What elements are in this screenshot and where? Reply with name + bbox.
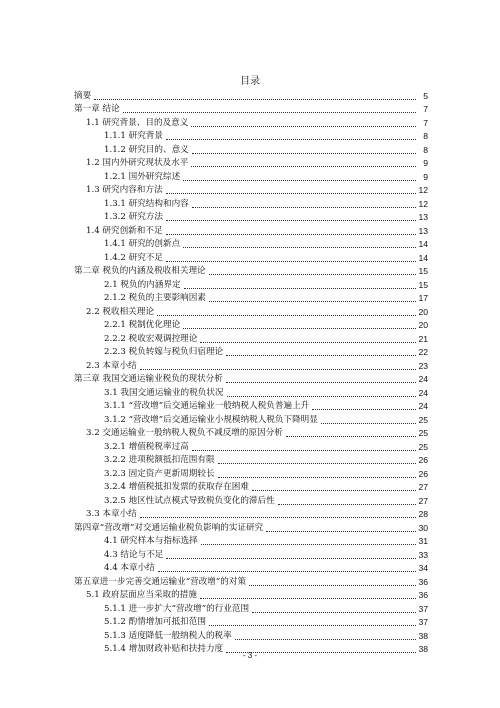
toc-entry-page: 17 — [418, 293, 428, 303]
toc-entry-label: 3.2.5 地区性试点模式导致税负变化的滞后性 — [104, 495, 275, 506]
toc-entry[interactable] — [74, 399, 428, 413]
toc-entry[interactable] — [74, 264, 428, 278]
dot-leader — [94, 99, 416, 100]
toc-entry[interactable] — [74, 466, 428, 480]
toc-entry-label: 1.1.1 研究背景 — [104, 131, 163, 141]
dot-leader — [218, 477, 416, 478]
toc-entry-page: 20 — [418, 320, 428, 330]
toc-entry[interactable] — [74, 223, 428, 237]
toc-entry[interactable] — [74, 561, 428, 575]
toc-entry-page: 13 — [418, 225, 428, 236]
toc-entry-label: 5.1.4 增加财政补贴和扶持力度 — [104, 644, 224, 654]
toc-entry-label: 4.4 本章小结 — [104, 563, 155, 573]
toc-entry[interactable] — [74, 520, 428, 534]
toc-entry-page: 34 — [418, 563, 428, 573]
toc-entry-label: 2.2.2 税收宏观调控理论 — [104, 333, 198, 344]
toc-entry[interactable] — [74, 372, 428, 386]
toc-entry-page: 25 — [418, 428, 428, 438]
toc-entry[interactable] — [74, 345, 428, 359]
toc-entry-label: 1.3.2 研究方法 — [104, 212, 163, 222]
dot-leader — [166, 234, 416, 235]
toc-entry[interactable] — [74, 277, 428, 291]
toc-entry-page: 8 — [423, 144, 428, 155]
toc-entry[interactable] — [74, 88, 428, 102]
toc-entry-label: 1.2.1 国外研究综述 — [104, 171, 181, 182]
dot-leader — [166, 139, 416, 140]
dot-leader — [183, 180, 416, 181]
toc-entry[interactable] — [74, 129, 428, 143]
dot-leader — [312, 409, 416, 410]
dot-leader — [166, 220, 416, 221]
toc-entry[interactable] — [74, 628, 428, 642]
dot-leader — [226, 382, 416, 383]
toc-entry-label: 2.2 税收相关理论 — [86, 306, 154, 317]
dot-leader — [218, 463, 416, 464]
dot-leader — [226, 355, 416, 356]
toc-entry-page: 14 — [418, 239, 428, 249]
dot-leader — [166, 558, 416, 559]
dot-leader — [191, 126, 416, 127]
toc-entry-page: 26 — [418, 468, 428, 479]
toc-entry-label: 3.2.2 进项税额抵扣范围有限 — [104, 455, 215, 465]
dot-leader — [200, 598, 416, 599]
toc-entry-label: 2.1.2 税负的主要影响因素 — [104, 293, 206, 303]
dot-leader — [278, 504, 416, 505]
toc-entry[interactable] — [74, 574, 428, 588]
toc-entry-label: 摘要 — [74, 90, 92, 101]
toc-entry-label: 第一章 结论 — [74, 104, 120, 114]
toc-entry-label: 3.1 我国交通运输业的税负状况 — [104, 387, 224, 398]
toc-entry-label: 3.2 交通运输业一般纳税人税负不减反增的原因分析 — [86, 428, 283, 438]
toc-entry-label: 1.4.1 研究的创新点 — [104, 239, 181, 249]
toc-entry-label: 3.2.1 增值税税率过高 — [104, 441, 189, 452]
dot-leader — [209, 625, 416, 626]
dot-leader — [157, 315, 416, 316]
toc-entry-page: 27 — [418, 495, 428, 506]
dot-leader — [183, 328, 416, 329]
table-of-contents — [74, 88, 428, 655]
dot-leader — [184, 288, 416, 289]
toc-entry[interactable] — [74, 291, 428, 305]
toc-entry[interactable] — [74, 115, 428, 129]
toc-entry[interactable] — [74, 304, 428, 318]
toc-entry[interactable] — [74, 493, 428, 507]
dot-leader — [183, 247, 416, 248]
toc-entry-label: 2.2.3 税负转嫁与税负归宿理论 — [104, 347, 224, 357]
toc-entry-page: 7 — [423, 104, 428, 114]
dot-leader — [252, 612, 416, 613]
toc-entry[interactable] — [74, 507, 428, 521]
toc-entry-label: 3.1.2 “营改增”后交通运输业小规模纳税人税负下降明显 — [104, 414, 318, 425]
toc-entry[interactable] — [74, 601, 428, 615]
toc-entry-label: 3.2.3 固定资产更新周期较长 — [104, 468, 215, 479]
dot-leader — [166, 193, 416, 194]
dot-leader — [192, 153, 416, 154]
dot-leader — [235, 639, 416, 640]
dot-leader — [192, 207, 416, 208]
toc-entry-label: 3.1.1 “营改增”后交通运输业一般纳税人税负普遍上升 — [104, 401, 310, 411]
toc-entry-label: 1.4 研究创新和不足 — [86, 225, 163, 236]
toc-entry-page: 8 — [423, 131, 428, 141]
dot-leader — [192, 450, 416, 451]
toc-entry-page: 12 — [418, 185, 428, 195]
dot-leader — [140, 517, 416, 518]
toc-entry-page: 9 — [423, 171, 428, 182]
toc-entry-page: 37 — [418, 603, 428, 614]
toc-entry[interactable] — [74, 169, 428, 183]
toc-entry-page: 21 — [418, 333, 428, 344]
toc-entry[interactable] — [74, 412, 428, 426]
toc-entry-page: 38 — [418, 630, 428, 641]
dot-leader — [166, 261, 416, 262]
toc-entry-page: 15 — [418, 279, 428, 290]
toc-entry[interactable] — [74, 331, 428, 345]
toc-entry-page: 23 — [418, 360, 428, 371]
toc-entry-page: 20 — [418, 306, 428, 317]
toc-entry-page: 24 — [418, 374, 428, 384]
toc-entry-page: 13 — [418, 212, 428, 222]
toc-entry-label: 5.1.2 酌情增加可抵扣范围 — [104, 617, 206, 627]
dot-leader — [227, 396, 416, 397]
toc-entry-page: 27 — [418, 482, 428, 492]
toc-entry-page: 36 — [418, 590, 428, 600]
dot-leader — [200, 342, 416, 343]
dot-leader — [123, 112, 416, 113]
toc-entry-label: 第三章 我国交通运输业税负的现状分析 — [74, 374, 223, 384]
dot-leader — [249, 585, 416, 586]
toc-entry-label: 1.1 研究背景、目的及意义 — [86, 117, 189, 128]
toc-entry-page: 12 — [418, 198, 428, 209]
toc-entry-label: 3.3 本章小结 — [86, 509, 137, 519]
toc-entry-label: 4.1 研究样本与指标选择 — [104, 536, 198, 546]
dot-leader — [321, 423, 416, 424]
toc-entry[interactable] — [74, 318, 428, 332]
toc-entry-page: 28 — [418, 509, 428, 519]
toc-entry[interactable] — [74, 547, 428, 561]
toc-entry[interactable] — [74, 183, 428, 197]
toc-entry[interactable] — [74, 102, 428, 116]
toc-entry-page: 31 — [418, 536, 428, 546]
toc-entry-label: 第五章进一步完善交通运输业“营改增”的对策 — [74, 576, 247, 587]
toc-entry-label: 第二章 税负的内涵及税收相关理论 — [74, 266, 206, 276]
toc-entry-label: 1.1.2 研究目的、意义 — [104, 144, 189, 155]
toc-entry[interactable] — [74, 426, 428, 440]
dot-leader — [209, 274, 416, 275]
dot-leader — [209, 301, 416, 302]
page-number: - 3 - — [242, 651, 258, 660]
toc-entry[interactable] — [74, 385, 428, 399]
toc-entry[interactable] — [74, 439, 428, 453]
toc-entry-page: 25 — [418, 414, 428, 425]
dot-leader — [286, 436, 416, 437]
dot-leader — [158, 571, 416, 572]
toc-entry-page: 5 — [423, 90, 428, 101]
toc-entry-page: 14 — [418, 252, 428, 263]
toc-entry-page: 9 — [423, 158, 428, 168]
toc-entry-label: 1.3.1 研究结构和内容 — [104, 198, 189, 209]
toc-entry-label: 4.3 结论与不足 — [104, 549, 164, 560]
toc-entry[interactable] — [74, 534, 428, 548]
toc-entry-label: 2.3 本章小结 — [86, 360, 137, 371]
toc-entry-label: 1.3 研究内容和方法 — [86, 185, 163, 195]
toc-entry[interactable] — [74, 615, 428, 629]
toc-entry-page: 38 — [418, 644, 428, 654]
toc-entry-page: 24 — [418, 387, 428, 398]
toc-entry[interactable] — [74, 210, 428, 224]
toc-entry-page: 26 — [418, 455, 428, 465]
toc-entry-page: 37 — [418, 617, 428, 627]
toc-entry-label: 1.2 国内外研究现状及水平 — [86, 158, 189, 168]
toc-entry[interactable] — [74, 358, 428, 372]
toc-entry-page: 33 — [418, 549, 428, 560]
toc-entry[interactable] — [74, 250, 428, 264]
dot-leader — [140, 369, 416, 370]
dot-leader — [266, 531, 416, 532]
toc-entry-label: 5.1 政府层面应当采取的措施 — [86, 590, 197, 600]
dot-leader — [252, 490, 416, 491]
toc-entry-page: 22 — [418, 347, 428, 357]
toc-entry[interactable] — [74, 453, 428, 467]
dot-leader — [201, 544, 416, 545]
toc-entry-page: 7 — [423, 117, 428, 128]
toc-entry-page: 24 — [418, 401, 428, 411]
toc-entry[interactable] — [74, 156, 428, 170]
dot-leader — [191, 166, 416, 167]
toc-entry-label: 2.2.1 税制优化理论 — [104, 320, 181, 330]
toc-entry[interactable] — [74, 480, 428, 494]
toc-entry-page: 30 — [418, 522, 428, 533]
toc-entry-label: 第四章“营改增”对交通运输业税负影响的实证研究 — [74, 522, 264, 533]
toc-entry-page: 15 — [418, 266, 428, 276]
toc-entry-label: 5.1.1 进一步扩大“营改增”的行业范围 — [104, 603, 250, 614]
toc-entry-page: 36 — [418, 576, 428, 587]
toc-entry[interactable] — [74, 196, 428, 210]
page-title: 目录 — [240, 76, 260, 87]
toc-entry[interactable] — [74, 237, 428, 251]
toc-entry-label: 2.1 税负的内涵界定 — [104, 279, 181, 290]
toc-entry-label: 1.4.2 研究不足 — [104, 252, 163, 263]
toc-entry-label: 3.2.4 增值税抵扣发票的获取存在困难 — [104, 482, 249, 492]
toc-entry[interactable] — [74, 142, 428, 156]
toc-entry[interactable] — [74, 588, 428, 602]
toc-entry-page: 25 — [418, 441, 428, 452]
toc-entry-label: 5.1.3 适度降低一般纳税人的税率 — [104, 630, 232, 641]
